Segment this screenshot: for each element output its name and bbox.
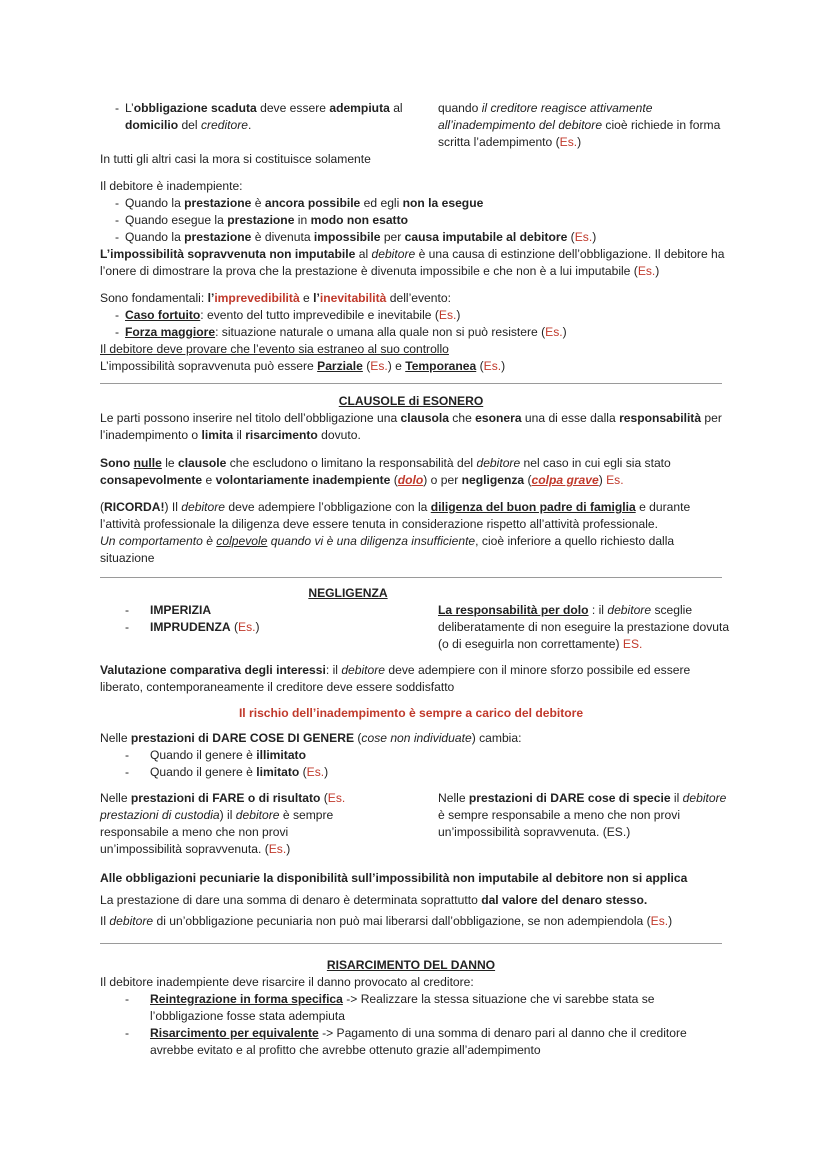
list-item: - Caso fortuito: evento del tutto imprevedibile e inevitabile (Es.)	[100, 307, 728, 324]
list-item: - Forza maggiore: situazione naturale o umana alla quale non si può resistere (Es.)	[100, 324, 728, 341]
list-item: - Quando esegue la prestazione in modo non esatto	[100, 212, 728, 229]
mora-right-paragraph: quando il creditore reagisce attivamente all’inadempimento del debitore cioè richiede in forma scritta l’adempimento (Es.)	[438, 101, 721, 149]
specie-paragraph: Nelle prestazioni di DARE cose di specie il debitore è sempre responsabile a meno che non provi un’impossibilità sopravvenuta. (ES.)	[438, 791, 727, 839]
list-item: - L’obbligazione scaduta deve essere adempiuta al domicilio del creditore.	[100, 100, 420, 134]
risarcimento-list	[100, 991, 728, 1059]
liberarsi-line: Il debitore di un’obbligazione pecuniaria non può mai liberarsi dall’obbligazione, se non adempiendola (Es.)	[100, 914, 673, 928]
genere-line: Nelle prestazioni di DARE COSE DI GENERE (cose non individuate) cambia:	[100, 731, 522, 745]
parziale-line: L’impossibilità sopravvenuta può essere Parziale (Es.) e Temporanea (Es.)	[100, 359, 506, 373]
dolo-paragraph: La responsabilità per dolo : il debitore sceglie deliberatamente di non eseguire la prestazione dovuta (o di eseguirla non correttamente) ES.	[438, 603, 730, 651]
list-item: - Quando la prestazione è divenuta impossibile per causa imputabile al debitore (Es.)	[100, 229, 728, 246]
scaduta-list	[100, 100, 420, 134]
list-item: - Quando la prestazione è ancora possibile ed egli non la esegue	[100, 195, 728, 212]
mora-line: In tutti gli altri casi la mora si costituisce solamente	[100, 152, 371, 166]
list-item: - IMPRUDENZA (Es.)	[100, 619, 420, 636]
list-item: - Quando il genere è illimitato	[100, 747, 728, 764]
fare-paragraph: Nelle prestazioni di FARE o di risultato (Es. prestazioni di custodia) il debitore è sempre responsabile a meno che non provi un’impossibilità sopravvenuta. (Es.)	[100, 791, 346, 856]
denaro-line: La prestazione di dare una somma di denaro è determinata soprattutto dal valore del denaro stesso.	[100, 893, 648, 907]
list-item: - Reintegrazione in forma specifica -> Realizzare la stessa situazione che vi sarebbe stata se l’obbligazione fosse stata adempiuta	[100, 991, 728, 1025]
clausole-paragraph-2: Sono nulle le clausole che escludono o limitano la responsabilità del debitore nel caso in cui egli sia stato consapevolmente e volontariamente inadempiente (dolo) o per negligenza (colpa grave) Es.	[100, 456, 671, 487]
valutazione-paragraph: Valutazione comparativa degli interessi: il debitore deve adempiere con il minore sforzo possibile ed essere liberato, contemporaneamente il creditore deve essere soddisfatto	[100, 663, 691, 694]
list-item: - Quando il genere è limitato (Es.)	[100, 764, 728, 781]
negligenza-title: NEGLIGENZA	[308, 586, 388, 600]
negligenza-list	[100, 602, 420, 636]
rischio-line: Il rischio dell’inadempimento è sempre a carico del debitore	[238, 706, 584, 720]
list-item: - Risarcimento per equivalente -> Pagamento di una somma di denaro pari al danno che il creditore avrebbe evitato e al profitto che avrebbe ottenuto grazie all’adempimento	[100, 1025, 728, 1059]
prova-line: Il debitore deve provare che l’evento sia estraneo al suo controllo	[100, 342, 449, 356]
pecuniarie-line: Alle obbligazioni pecuniarie la disponibilità sull’impossibilità non imputabile al debitore non si applica	[100, 871, 688, 885]
divider	[100, 383, 722, 384]
divider	[100, 943, 722, 944]
inadempiente-list	[100, 195, 728, 246]
ricorda-paragraph: (RICORDA!) Il debitore deve adempiere l’obbligazione con la diligenza del buon padre di famiglia e durante l’attività professionale la diligenza deve essere tenuta in considerazione rispetto all’attività professionale.	[100, 500, 691, 531]
inadempiente-intro: Il debitore è inadempiente:	[100, 179, 243, 193]
risarcimento-title: RISARCIMENTO DEL DANNO	[326, 958, 496, 972]
impossibilita-paragraph: L’impossibilità sopravvenuta non imputabile al debitore è una causa di estinzione dell’obbligazione. Il debitore ha l’onere di dimostrare la prova che la prestazione è divenuta impossibile e che non è a lui imputabile (Es.)	[100, 247, 725, 278]
risarcimento-intro: Il debitore inadempiente deve risarcire il danno provocato al creditore:	[100, 975, 474, 989]
fondamentali-line: Sono fondamentali: l’imprevedibilità e l’inevitabilità dell’evento:	[100, 291, 451, 305]
list-item: - IMPERIZIA	[100, 602, 420, 619]
clausole-paragraph-1: Le parti possono inserire nel titolo dell’obbligazione una clausola che esonera una di esse dalla responsabilità per l’inadempimento o limita il risarcimento dovuto.	[100, 411, 722, 442]
clausole-title: CLAUSOLE di ESONERO	[338, 394, 484, 408]
fondamentali-list	[100, 307, 728, 341]
divider	[100, 577, 722, 578]
genere-list	[100, 747, 728, 781]
colpevole-paragraph: Un comportamento è colpevole quando vi è una diligenza insufficiente, cioè inferiore a quello richiesto dalla situazione	[100, 534, 675, 565]
